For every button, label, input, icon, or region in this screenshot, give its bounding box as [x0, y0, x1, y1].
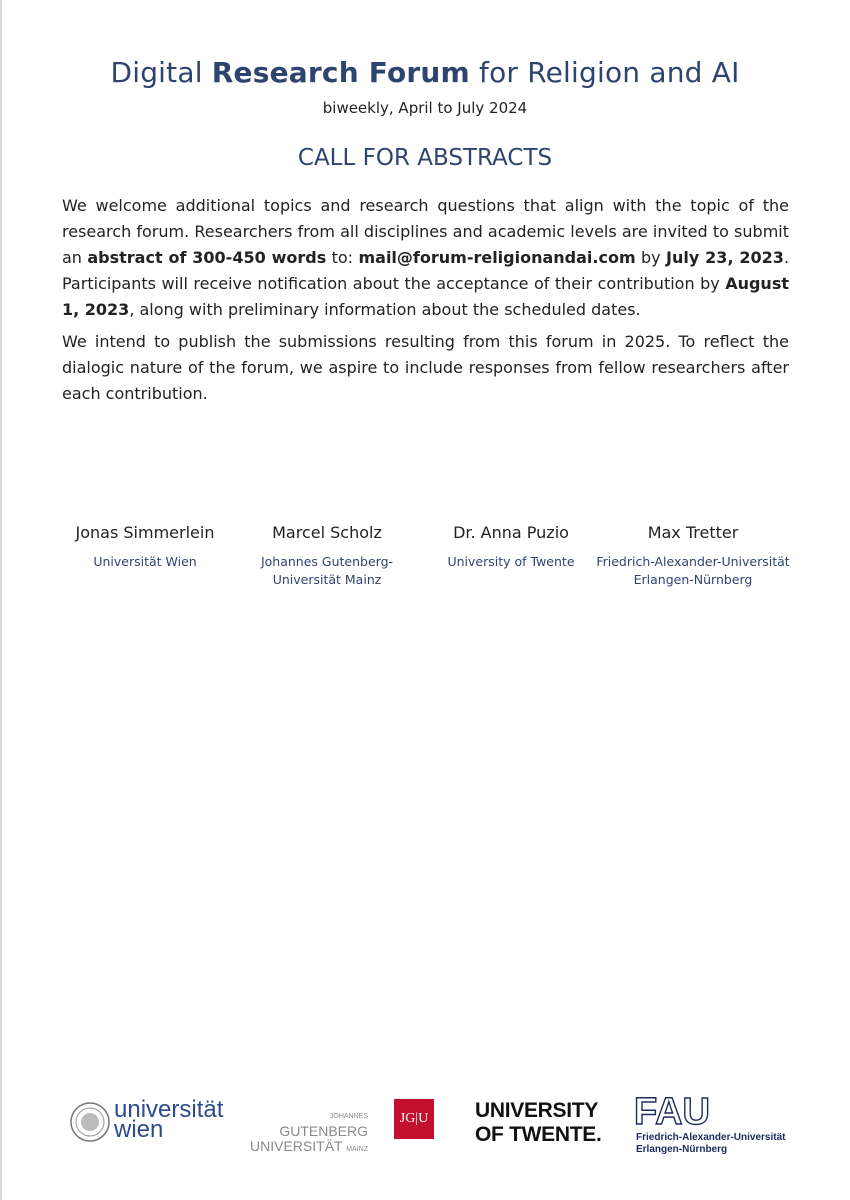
organizer-3 — [411, 523, 611, 571]
organizer-affiliation: Universität Wien — [93, 554, 197, 569]
paragraph-1: We welcome additional topics and research questions that align with the topic of the research forum. Researchers from all disciplines and academic levels are invited to submit an abstract of 300-450 words to: mail@forum-religionandai.com by July 23, 2023. Participants will receive notification about the acceptance of their contribution by August 1, 2023, along with preliminary information about the scheduled dates. — [62, 196, 790, 319]
organizer-affiliation: Friedrich-Alexander-Universität Erlangen-Nürnberg — [596, 554, 790, 587]
universitat-wien-logo: universität wien — [114, 1096, 224, 1143]
organizer-1 — [45, 523, 245, 571]
email-link[interactable]: mail@forum-religionandai.com — [358, 248, 636, 267]
page-edge — [0, 0, 2, 1200]
fau-logo-text: Friedrich-Alexander-Universität Erlangen-Nürnberg — [636, 1132, 786, 1155]
organizer-affiliation: University of Twente — [447, 554, 575, 569]
section-title: CALL FOR ABSTRACTS — [297, 145, 553, 171]
jgu-logo-mark: JG|U — [394, 1099, 434, 1139]
jgu-logo-text: JOHANNES GUTENBERG UNIVERSITÄT MAINZ — [250, 1113, 368, 1154]
page-title: Digital Research Forum for Religion and AI — [110, 56, 740, 89]
organizer-name: Marcel Scholz — [272, 523, 382, 542]
fau-mark: FAU — [634, 1092, 710, 1128]
organizer-name: Max Tretter — [647, 523, 739, 542]
organizer-name: Jonas Simmerlein — [75, 523, 215, 542]
organizer-2 — [227, 523, 427, 589]
fau-logo-icon — [634, 1092, 734, 1128]
page-subtitle: biweekly, April to July 2024 — [322, 99, 528, 117]
organizer-name: Dr. Anna Puzio — [453, 523, 569, 542]
university-of-twente-logo: UNIVERSITY OF TWENTE. — [475, 1099, 602, 1146]
organizer-affiliation: Johannes Gutenberg-Universität Mainz — [260, 554, 394, 587]
paragraph-2: We intend to publish the submissions resulting from this forum in 2025. To reflect the dialogic nature of the forum, we aspire to include responses from fellow researchers after each contribution. — [62, 332, 789, 403]
universitat-wien-seal-icon — [70, 1102, 110, 1142]
organizer-4 — [593, 523, 793, 589]
